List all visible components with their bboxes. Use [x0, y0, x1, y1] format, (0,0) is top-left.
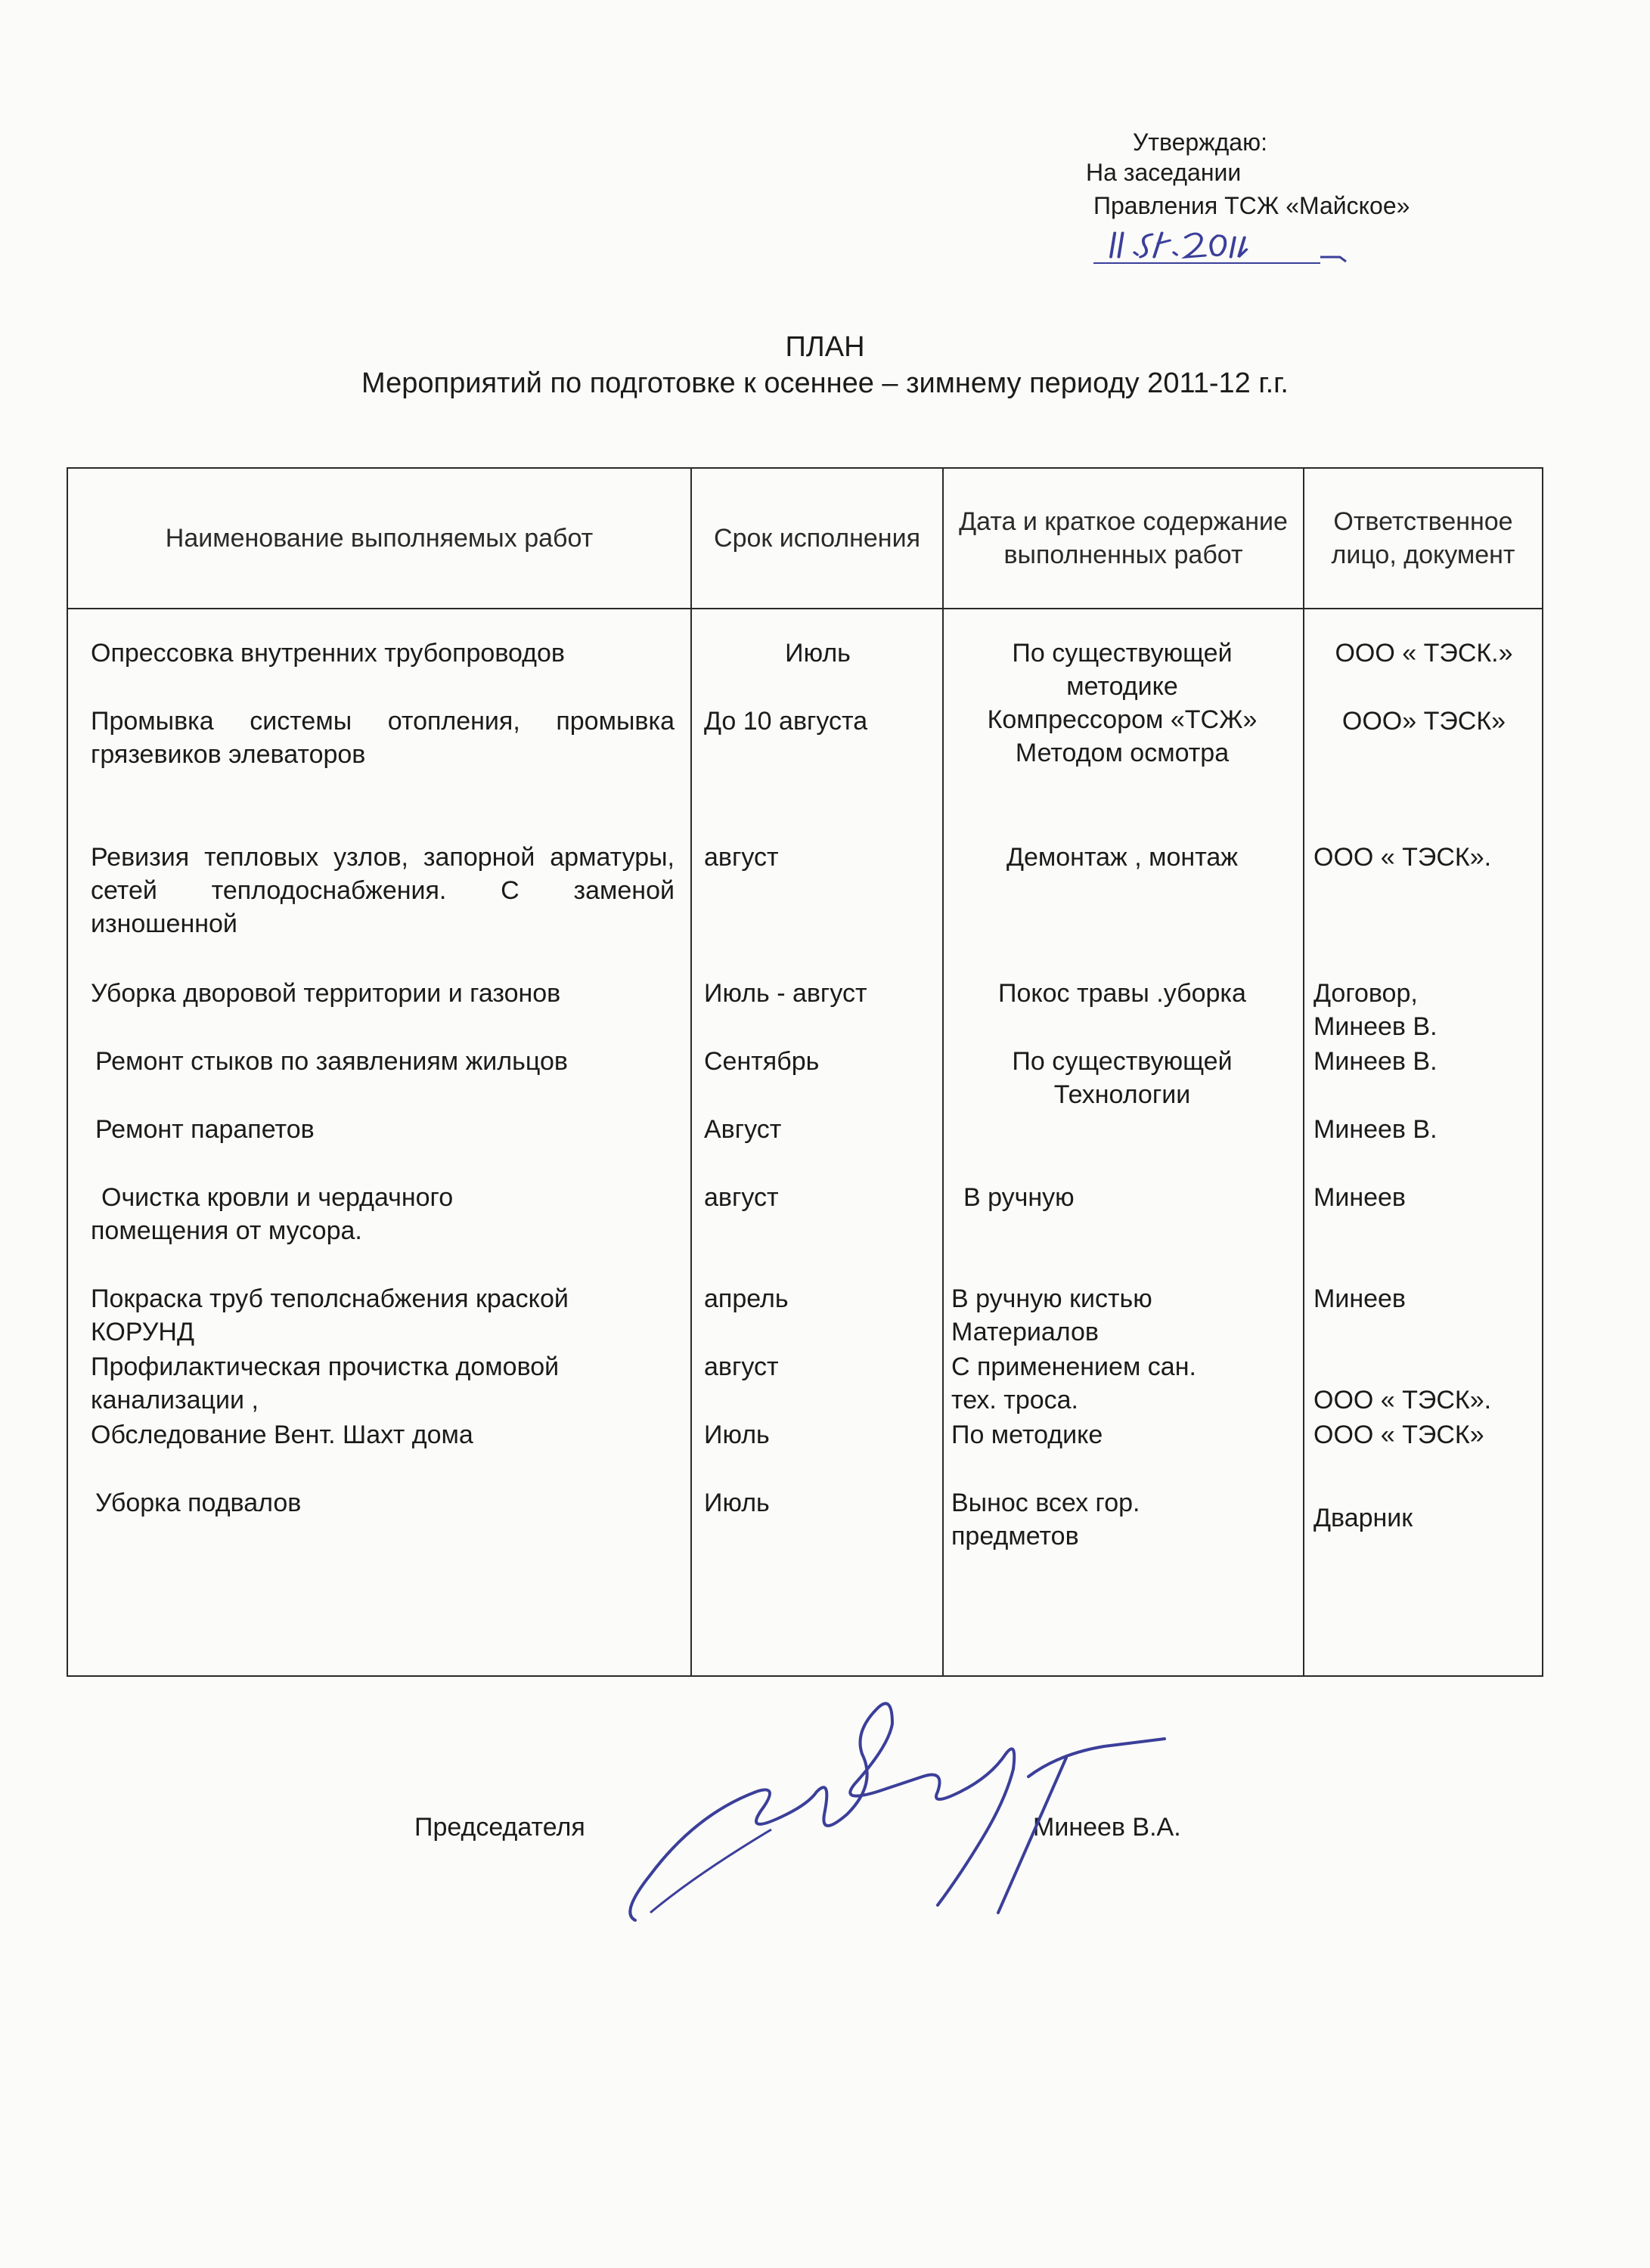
deadline-item: Июль - август — [704, 979, 867, 1008]
approval-line-1: Утверждаю: — [1133, 129, 1267, 156]
header-deadline: Срок исполнения — [691, 468, 943, 609]
detail-item: Материалов — [951, 1318, 1099, 1346]
responsible-item: Минеев В. — [1313, 1115, 1438, 1144]
column-responsible — [1304, 609, 1543, 1676]
header-work-details: Дата и краткое содержание выполненных работ — [943, 468, 1304, 609]
document-subtitle: Мероприятий по подготовке к осеннее – зимнему периоду 2011-12 г.г. — [361, 367, 1289, 399]
work-item: Покраска труб теполснабжения краской — [91, 1284, 569, 1313]
detail-item: В ручную кистью — [951, 1284, 1152, 1313]
handwritten-approval-date — [1093, 227, 1366, 268]
responsible-item: Минеев В. — [1313, 1047, 1438, 1076]
detail-item: тех. троса. — [951, 1386, 1078, 1414]
detail-item: методике — [1066, 672, 1178, 701]
responsible-item: ООО « ТЭСК» — [1313, 1421, 1484, 1449]
detail-item: Технологии — [1053, 1080, 1191, 1109]
detail-item: предметов — [951, 1522, 1079, 1551]
work-item: Очистка кровли и чердачного — [101, 1183, 454, 1212]
work-item: Профилактическая прочистка домовой — [91, 1352, 560, 1381]
deadline-item: Июль — [704, 1489, 770, 1517]
column-work-names — [67, 609, 691, 1676]
detail-item: Методом осмотра — [1015, 739, 1230, 767]
table-header-row — [67, 468, 1543, 609]
table-body-row — [67, 609, 1543, 1676]
detail-item: По существующей — [1012, 639, 1233, 668]
detail-item: В ручную — [963, 1183, 1075, 1212]
work-item: Уборка дворовой территории и газонов — [91, 979, 561, 1008]
approval-line-3: Правления ТСЖ «Майское» — [1093, 192, 1410, 219]
responsible-item: ООО « ТЭСК». — [1313, 843, 1492, 872]
work-item: Промывка системы отопления, промывка грязевиков элеваторов — [91, 707, 675, 769]
responsible-item: Дварник — [1313, 1504, 1413, 1532]
header-responsible: Ответственное лицо, документ — [1304, 468, 1543, 609]
chairman-label: Председателя — [414, 1813, 585, 1842]
responsible-item: ООО « ТЭСК.» — [1335, 639, 1513, 668]
work-item: Обследование Вент. Шахт дома — [91, 1421, 473, 1449]
work-item: Ремонт стыков по заявлениям жильцов — [95, 1047, 568, 1076]
work-item: Ревизия тепловых узлов, запорной арматуры, сетей теплодоснабжения. С заменой изношенной — [91, 843, 675, 938]
approval-line-2: На заседании — [1086, 159, 1242, 186]
deadline-item: До 10 августа — [704, 707, 868, 736]
deadline-item: Август — [704, 1115, 782, 1144]
column-deadlines — [691, 609, 943, 1676]
responsible-item: Договор, — [1313, 979, 1418, 1008]
work-item: помещения от мусора. — [91, 1216, 362, 1245]
column-work-details — [943, 609, 1304, 1676]
deadline-item: Июль — [704, 1421, 770, 1449]
work-item: КОРУНД — [91, 1318, 194, 1346]
detail-item: По существующей — [1012, 1047, 1233, 1076]
deadline-item: Сентябрь — [704, 1047, 820, 1076]
detail-item: Компрессором «ТСЖ» — [987, 705, 1258, 734]
header-work-name: Наименование выполняемых работ — [67, 468, 691, 609]
responsible-item: ООО» ТЭСК» — [1341, 707, 1506, 736]
deadline-item: Июль — [785, 639, 851, 668]
deadline-item: август — [704, 1183, 779, 1212]
detail-item: Демонтаж , монтаж — [1006, 843, 1239, 872]
handwritten-signature — [605, 1663, 1180, 1950]
detail-item: По методике — [951, 1421, 1103, 1449]
responsible-item: ООО « ТЭСК». — [1313, 1386, 1492, 1414]
responsible-item: Минеев — [1313, 1284, 1406, 1313]
work-item: канализации , — [91, 1386, 259, 1414]
detail-item: С применением сан. — [951, 1352, 1196, 1381]
document-title: ПЛАН — [785, 331, 865, 363]
detail-item: Вынос всех гор. — [951, 1489, 1140, 1517]
work-item: Опрессовка внутренних трубопроводов — [91, 639, 565, 668]
plan-table — [67, 467, 1543, 1677]
responsible-item: Минеев — [1313, 1183, 1406, 1212]
responsible-item: Минеев В. — [1313, 1012, 1438, 1041]
work-item: Уборка подвалов — [95, 1489, 302, 1517]
detail-item: Покос травы .уборка — [998, 979, 1246, 1008]
work-item: Ремонт парапетов — [95, 1115, 315, 1144]
deadline-item: август — [704, 1352, 779, 1381]
chairman-name: Минеев В.А. — [1033, 1813, 1181, 1842]
deadline-item: апрель — [704, 1284, 789, 1313]
deadline-item: август — [704, 843, 779, 872]
